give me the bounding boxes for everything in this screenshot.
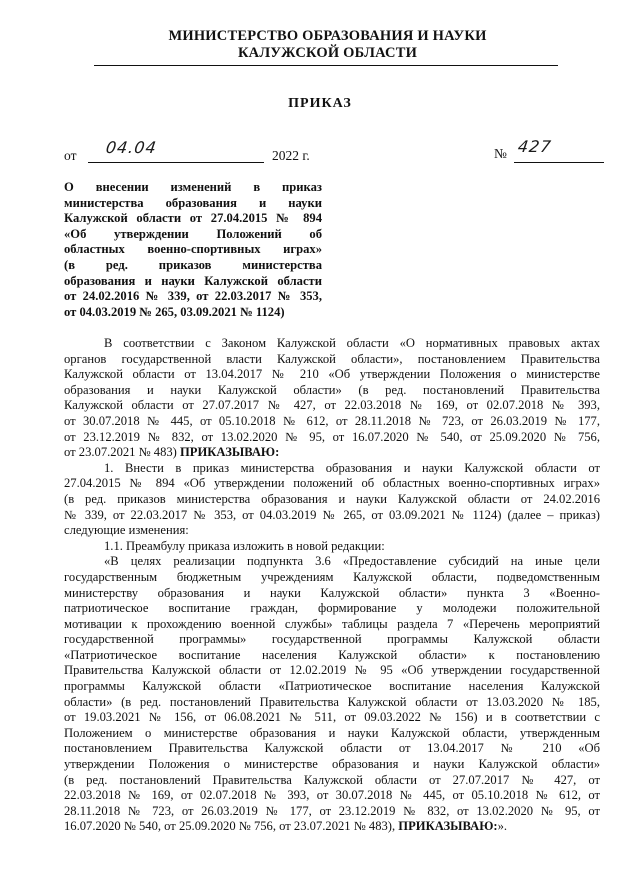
body-line-text: № 339, от 22.03.2017 № 353, от 04.03.2019 № 265, от 03.09.2021 № 1124) (далее – приказ)	[64, 507, 600, 522]
body-line	[64, 336, 600, 352]
body-line	[64, 539, 600, 555]
order-body	[64, 336, 600, 835]
order-keyword: ПРИКАЗЫВАЮ:	[395, 819, 498, 834]
ministry-line-1: МИНИСТЕРСТВО ОБРАЗОВАНИЯ И НАУКИ	[168, 28, 487, 44]
date-field	[88, 138, 264, 163]
body-line-text: патриотическое воспитание граждан, формирование у молодежи положительной	[64, 601, 600, 616]
handwritten-order-number: 427	[516, 137, 553, 156]
order-subject	[64, 180, 322, 320]
body-line	[64, 617, 600, 633]
body-line	[64, 804, 600, 820]
subject-line: «Об утверждении Положений об	[64, 226, 322, 241]
body-line-text: образования и науки Калужской области» (в ред. постановлений Правительства	[64, 382, 600, 397]
body-line	[64, 476, 600, 492]
body-line-text: органов государственной власти Калужской области», постановлением Правительства	[64, 351, 600, 366]
body-line-text: от 23.12.2019 № 832, от 13.02.2020 № 95, от 16.07.2020 № 540, от 25.09.2020 № 756,	[64, 429, 600, 444]
body-line	[64, 773, 600, 789]
date-number-line	[64, 137, 604, 166]
subject-line: от 24.02.2016 № 339, от 22.03.2017 № 353,	[64, 289, 322, 304]
body-line	[64, 367, 600, 383]
body-line	[64, 414, 600, 430]
body-line	[64, 461, 600, 477]
body-line	[64, 710, 600, 726]
order-keyword: ПРИКАЗЫВАЮ:	[176, 445, 280, 460]
body-line	[64, 819, 600, 835]
body-line-text: «В целях реализации подпункта 3.6 «Предоставление субсидий на иные цели	[104, 554, 600, 569]
body-line-text: 1.1. Преамбулу приказа изложить в новой редакции:	[104, 538, 385, 553]
body-line-text: области» (в ред. постановлений Правительства Калужской области от 13.03.2020 № 185,	[64, 694, 600, 709]
body-line-text: 27.04.2015 № 894 «Об утверждении положений об областных военно-спортивных играх»	[64, 476, 600, 491]
body-line-text: «Патриотическое воспитание населения Калужской области» к постановлению	[64, 647, 600, 662]
ministry-header	[95, 28, 560, 62]
body-line-text: Правительства Калужской области от 12.02.2019 № 95 «Об утверждении государственной	[64, 663, 600, 678]
subject-line: (в ред. приказов министерства	[64, 257, 322, 272]
body-line	[64, 788, 600, 804]
body-line-text: В соответствии с Законом Калужской области «О нормативных правовых актах	[104, 336, 600, 350]
body-line	[64, 554, 600, 570]
header-divider	[94, 65, 558, 66]
body-line-text: Калужской области от 13.04.2017 № 210 «Об утверждении Положения о министерстве	[64, 367, 600, 382]
body-line	[64, 741, 600, 757]
subject-line: образования и науки Калужской области	[64, 273, 322, 288]
body-line-text: 1. Внести в приказ министерства образования и науки Калужской области от	[104, 460, 600, 475]
body-line	[64, 695, 600, 711]
body-line	[64, 492, 600, 508]
number-sign: №	[494, 146, 507, 161]
date-prefix: от	[64, 148, 77, 163]
body-line-text: постановлением Правительства Калужской области от 13.04.2017 № 210 «Об	[64, 741, 600, 756]
body-line-text: государственным бюджетным учреждениям Калужской области, подведомственным	[64, 569, 600, 584]
body-line	[64, 352, 600, 368]
body-line	[64, 523, 600, 539]
body-line	[64, 726, 600, 742]
subject-line: областных военно-спортивных играх»	[64, 242, 322, 257]
body-line	[64, 632, 600, 648]
body-line-text: программы Калужской области «Патриотическое воспитание населения Калужской	[64, 679, 600, 694]
body-line	[64, 679, 600, 695]
body-line	[64, 601, 600, 617]
handwritten-date: 04.04	[104, 138, 159, 157]
order-title: ПРИКАЗ	[288, 96, 352, 111]
closing-quote: ».	[497, 819, 508, 834]
subject-line: от 04.03.2019 № 265, 03.09.2021 № 1124)	[64, 304, 285, 319]
body-line-text: 28.11.2018 № 723, от 26.03.2019 № 177, от 23.12.2019 № 832, от 13.02.2020 № 95, от	[64, 803, 600, 818]
subject-line: Калужской области от 27.04.2015 № 894	[64, 211, 322, 226]
body-line	[64, 445, 600, 461]
body-line-text: следующие изменения:	[64, 523, 189, 538]
body-line-text: 22.03.2018 № 169, от 02.07.2018 № 393, от 30.07.2018 № 445, от 05.10.2018 № 612, от	[64, 788, 600, 803]
body-line-text: государственной программы» государственной программы Калужской области	[64, 632, 600, 647]
body-line-text: от 23.07.2021 № 483)	[64, 445, 177, 460]
body-line-text: (в ред. постановлений Правительства Калужской области от 27.07.2017 № 427, от	[64, 772, 600, 787]
body-line	[64, 508, 600, 524]
ministry-line-2: КАЛУЖСКОЙ ОБЛАСТИ	[237, 45, 418, 61]
order-number-field	[514, 137, 604, 163]
body-line-text: утверждении Положения о министерстве образования и науки Калужской области»	[64, 757, 600, 772]
body-line-text: мотивации к прохождению военной службы» таблицы раздела 7 «Перечень мероприятий	[64, 616, 600, 631]
body-line-text: (в ред. приказов министерства образования и науки Калужской области от 24.02.2016	[64, 491, 600, 506]
body-line-text: министерству образования и науки Калужской области» пункта 3 «Военно-	[64, 585, 600, 600]
body-line	[64, 586, 600, 602]
body-line-text: 16.07.2020 № 540, от 25.09.2020 № 756, от 23.07.2021 № 483),	[64, 819, 396, 834]
body-line-text: Калужской области от 27.07.2017 № 427, от 22.03.2018 № 169, от 02.07.2018 № 393,	[64, 398, 600, 413]
body-line-text: Положением о министерстве образования и науки Калужской области, утвержденным	[64, 725, 600, 740]
body-line	[64, 757, 600, 773]
year-suffix: 2022 г.	[272, 148, 310, 163]
subject-line: О внесении изменений в приказ	[64, 180, 322, 194]
body-line-text: от 30.07.2018 № 445, от 05.10.2018 № 612, от 28.11.2018 № 723, от 26.03.2019 № 177,	[64, 413, 600, 428]
body-line	[64, 663, 600, 679]
subject-line: министерства образования и науки	[64, 195, 322, 210]
body-line	[64, 383, 600, 399]
body-line-text: от 19.03.2021 № 156, от 06.08.2021 № 511, от 09.03.2022 № 156) и в соответствии с	[64, 710, 600, 725]
body-line	[64, 398, 600, 414]
body-line	[64, 570, 600, 586]
body-line	[64, 430, 600, 446]
body-line	[64, 648, 600, 664]
